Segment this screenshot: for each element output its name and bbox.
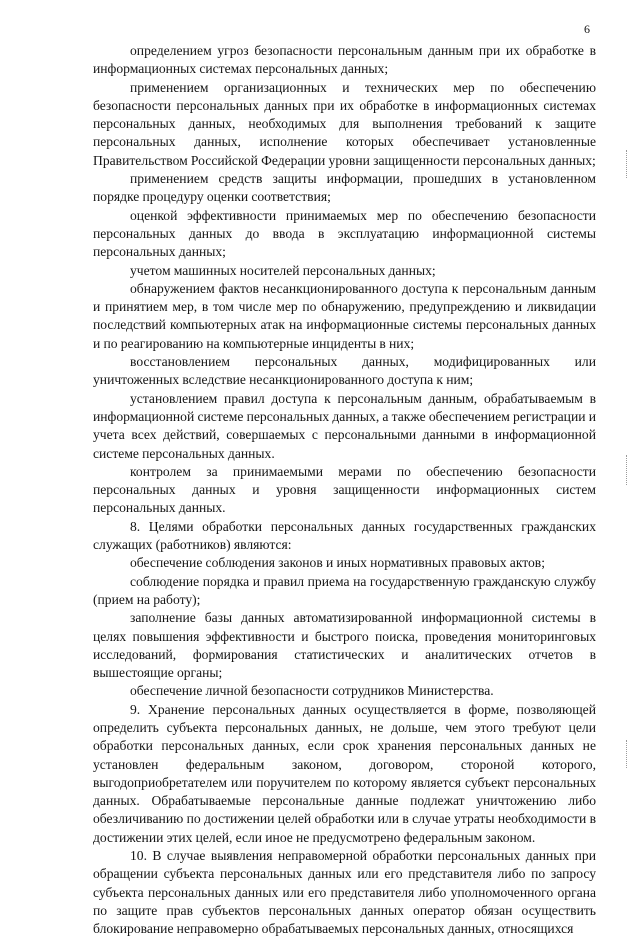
paragraph: применением организационных и технических мер по обеспечению безопасности персональных данных при их обработке в информационных системах персональных данных, необходимых для выполнения требований к защите персональных данных, исполнение которых обеспечивает установленные Правительством Российской Федерации уровни защищенности персональных данных; — [93, 79, 596, 168]
paragraph: обеспечение личной безопасности сотрудников Министерства. — [130, 683, 494, 699]
section-10-paragraph: 10. В случае выявления неправомерной обработки персональных данных при обращении субъекта персональных данных или его представителя либо по запросу субъекта персональных данных или его представителя либо уполномоченного органа по защите прав субъектов персональных данных оператор обязан осуществить блокирование неправомерно обрабатываемых персональных данных, относящихся — [93, 848, 596, 937]
document-body — [93, 42, 596, 939]
paragraph: установлением правил доступа к персональным данным, обрабатываемым в информационной системе персональных данных, а также обеспечением регистрации и учета всех действий, совершаемых с персональными данными в информационной системе персональных данных. — [93, 390, 596, 461]
paragraph: контролем за принимаемыми мерами по обеспечению безопасности персональных данных и уровня защищенности информационных систем персональных данных. — [93, 463, 596, 516]
scan-artifact-dots — [626, 740, 628, 768]
paragraph: применением средств защиты информации, прошедших в установленном порядке процедуру оценки соответствия; — [93, 171, 596, 205]
scan-artifact-dots — [626, 150, 628, 178]
paragraph: обеспечение соблюдения законов и иных нормативных правовых актов; — [130, 555, 546, 571]
section-8-heading: 8. Целями обработки персональных данных государственных гражданских служащих (работников) являются: — [93, 518, 596, 553]
section-9-paragraph: 9. Хранение персональных данных осуществляется в форме, позволяющей определить субъекта персональных данных, не дольше, чем этого требуют цели обработки персональных данных, если срок хранения персональных данных не установлен федеральным законом, договором, стороной которого, выгодоприобретателем или поручителем по которому является субъект персональных данных. Обрабатываемые персональные данные подлежат уничтожению либо обезличиванию по достижении целей обработки или в случае утраты необходимости в достижении этих целей, если иное не предусмотрено федеральным законом. — [93, 701, 596, 845]
paragraph: соблюдение порядка и правил приема на государственную гражданскую службу (прием на работу); — [93, 573, 596, 607]
paragraph: обнаружением фактов несанкционированного доступа к персональным данным и принятием мер, в том числе мер по обнаружению, предупреждению и ликвидации последствий компьютерных атак на информационные системы персональных данных и по реагированию на компьютерные инциденты в них; — [93, 280, 596, 351]
paragraph: учетом машинных носителей персональных данных; — [130, 262, 436, 278]
paragraph: определением угроз безопасности персональным данным при их обработке в информационных системах персональных данных; — [93, 43, 596, 77]
paragraph: заполнение базы данных автоматизированной информационной системы в целях повышения эффективности и быстрого поиска, проведения мониторинговых исследований, формирования статистических и аналитических отчетов в вышестоящие органы; — [93, 610, 596, 681]
page-number: 6 — [584, 22, 590, 36]
paragraph: восстановлением персональных данных, модифицированных или уничтоженных вследствие несанкционированного доступа к ним; — [93, 354, 596, 388]
scan-artifact-dots — [626, 455, 628, 485]
paragraph: оценкой эффективности принимаемых мер по обеспечению безопасности персональных данных до ввода в эксплуатацию информационной системы персональных данных; — [93, 207, 596, 260]
